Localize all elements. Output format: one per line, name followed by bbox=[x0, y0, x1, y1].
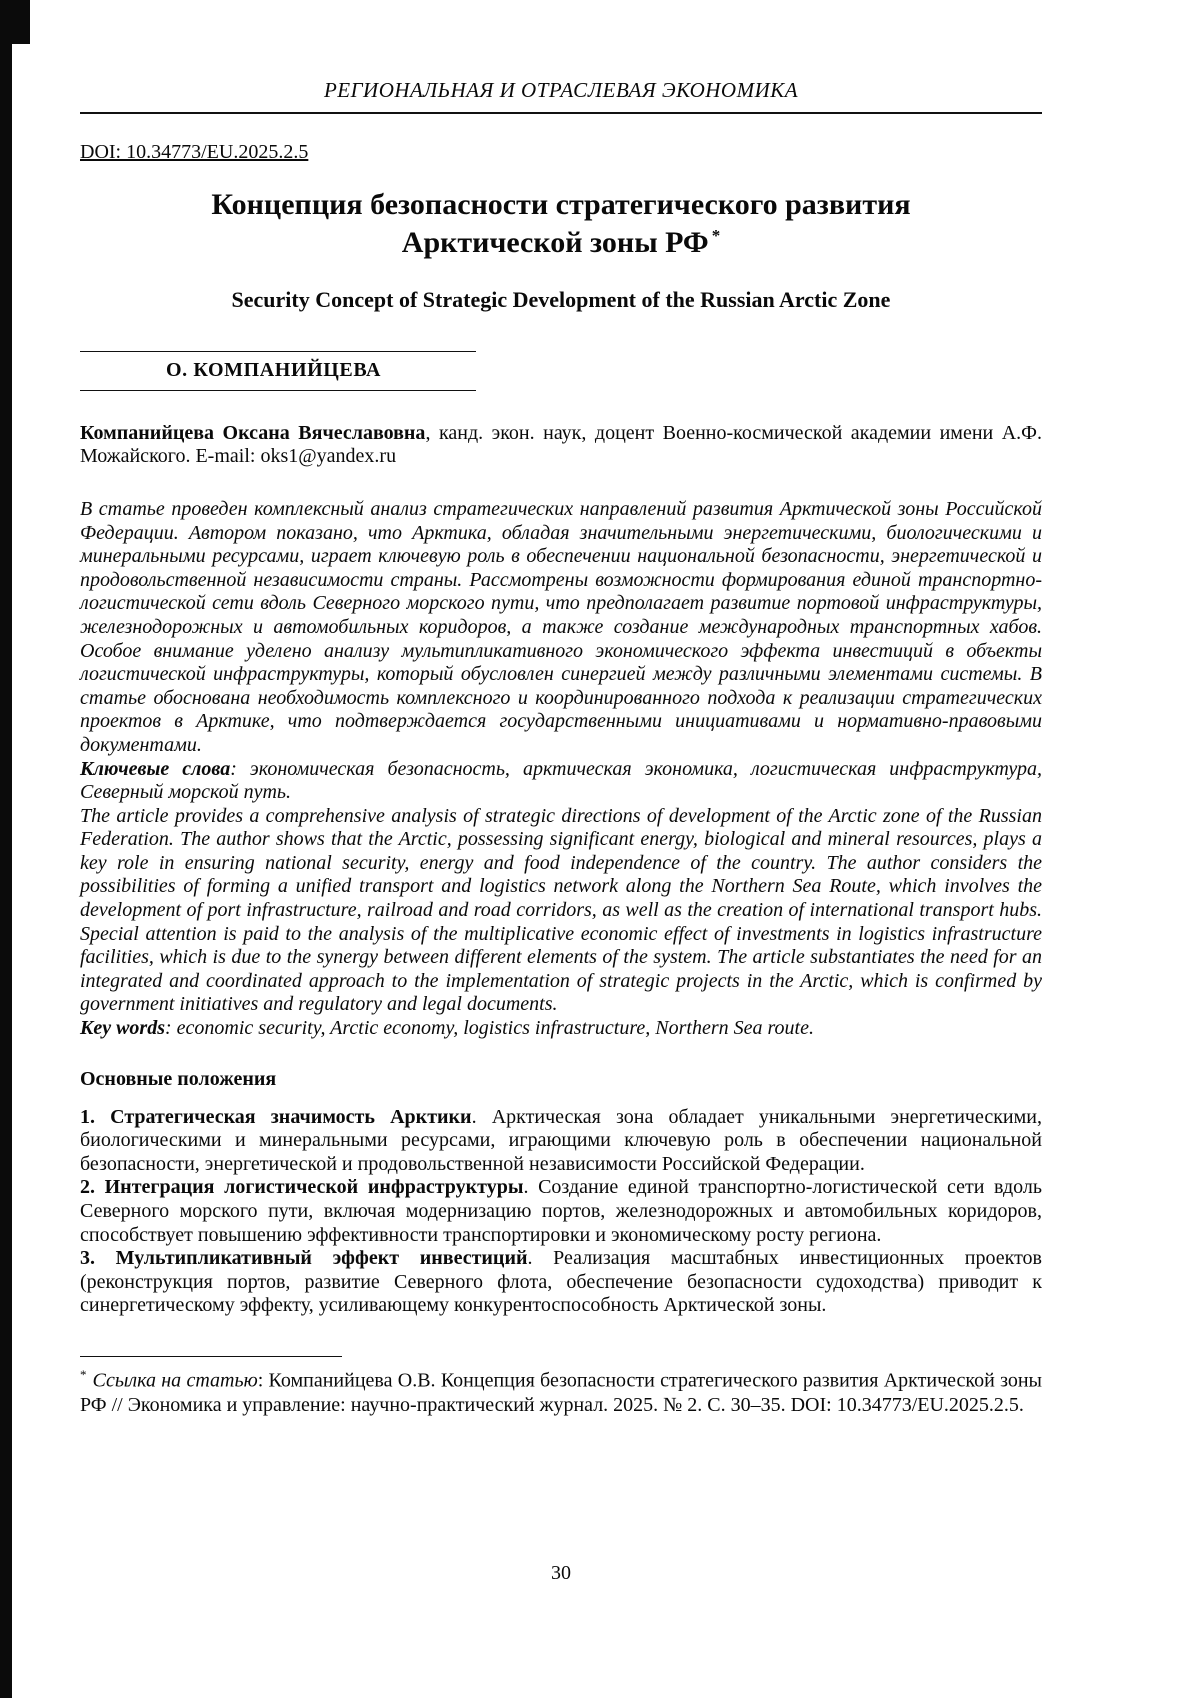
author-bio bbox=[80, 422, 1042, 469]
footnote-text bbox=[80, 1367, 1042, 1417]
footnote-label: Ссылка на статью bbox=[92, 1369, 258, 1392]
footnote-rule bbox=[80, 1356, 342, 1357]
main-point-1-text: . Арктическая зона обладает уникальными энергетическими, биологическими и минеральными ресурсами, играющими ключевую роль в обеспечении национальной безопасности, энергетической и продовольственной независимости Российской Федерации. bbox=[80, 1105, 1042, 1175]
author-display-name: О. КОМПАНИЙЦЕВА bbox=[166, 358, 382, 381]
running-head-rule bbox=[80, 112, 1042, 114]
keywords-ru bbox=[80, 758, 1042, 805]
footnote-citation: : Компанийцева О.В. Концепция безопасности стратегического развития Арктической зоны РФ // Экономика и управление: научно-практический журнал. 2025. № 2. С. 30–35. DOI: 10.34773/EU.2025.2.5. bbox=[80, 1369, 1042, 1416]
article-title-ru-line1: Концепция безопасности стратегического развития bbox=[211, 188, 911, 221]
article-title-ru-line2: Арктической зоны РФ bbox=[401, 226, 709, 260]
footnote-area bbox=[80, 1356, 1042, 1417]
keywords-ru-text: : экономическая безопасность, арктическая экономика, логистическая инфраструктура, Северный морской путь. bbox=[80, 757, 1042, 804]
main-point-3-lead: 3. Мультипликативный эффект инвестиций bbox=[80, 1247, 528, 1270]
running-head: РЕГИОНАЛЬНАЯ И ОТРАСЛЕВАЯ ЭКОНОМИКА bbox=[323, 78, 799, 102]
keywords-en bbox=[80, 1017, 1042, 1041]
main-point-2-text: . Создание единой транспортно-логистической сети вдоль Северного морского пути, включая модернизацию портов, железнодорожных и автомобильных коридоров, способствует повышению эффективности транспортировки и экономическому росту региона. bbox=[80, 1176, 1042, 1246]
main-point-3-text: . Реализация масштабных инвестиционных проектов (реконструкция портов, развитие Северного флота, обеспечение безопасности судоходства) приводит к синергетическому эффекту, усиливающему конкурентоспособность Арктической зоны. bbox=[80, 1247, 1042, 1317]
main-point-2 bbox=[80, 1176, 1042, 1247]
main-point-3 bbox=[80, 1247, 1042, 1318]
main-point-1 bbox=[80, 1106, 1042, 1177]
keywords-ru-label: Ключевые слова bbox=[80, 757, 231, 780]
abstract-en: The article provides a comprehensive analysis of strategic directions of development of the Arctic zone of the Russian Federation. The author shows that the Arctic, possessing significant energy, biological and mineral resources, plays a key role in ensuring national security, energy and food independence of the country. The author considers the possibilities of forming a unified transport and logistics network along the Northern Sea Route, which involves the development of port infrastructure, railroad and road corridors, as well as the creation of international transport hubs. Special attention is paid to the analysis of the multiplicative economic effect of investments in logistics infrastructure facilities, which is due to the synergy between different elements of the system. The article substantiates the need for an integrated and coordinated approach to the implementation of strategic projects in the Arctic, which is confirmed by government initiatives and regulatory and legal documents. bbox=[80, 804, 1042, 1016]
main-point-2-lead: 2. Интеграция логистической инфраструктуры bbox=[80, 1176, 524, 1199]
author-block bbox=[80, 351, 476, 391]
article-title-en: Security Concept of Strategic Development of the Russian Arctic Zone bbox=[231, 286, 891, 312]
scan-artifact-corner-block bbox=[0, 0, 30, 44]
keywords-en-text: : economic security, Arctic economy, logistics infrastructure, Northern Sea route. bbox=[165, 1017, 814, 1040]
page-number: 30 bbox=[551, 1562, 571, 1584]
title-footnote-mark: * bbox=[711, 226, 721, 246]
article-title-ru bbox=[80, 186, 1042, 263]
author-bio-name: Компанийцева Оксана Вячеславовна bbox=[80, 421, 426, 444]
page-content bbox=[80, 0, 1042, 1318]
scan-artifact-left-bar bbox=[0, 0, 12, 1698]
author-rule-bottom bbox=[80, 390, 476, 391]
keywords-en-label: Key words bbox=[80, 1017, 165, 1040]
author-bio-rest: , канд. экон. наук, доцент Военно-космической академии имени А.Ф. Можайского. E-mail: oks1@yandex.ru bbox=[80, 421, 1042, 468]
section-heading-main-points: Основные положения bbox=[80, 1067, 277, 1090]
abstract-ru: В статье проведен комплексный анализ стратегических направлений развития Арктической зоны Российской Федерации. Автором показано, что Арктика, обладая значительными энергетическими, биологическими и минеральными ресурсами, играет ключевую роль в обеспечении национальной безопасности, энергетической и продовольственной независимости страны. Рассмотрены возможности формирования единой транспортно-логистической сети вдоль Северного морского пути, что предполагает развитие портовой инфраструктуры, железнодорожных и автомобильных коридоров, а также создание международных транспортных хабов. Особое внимание уделено анализу мультипликативного экономического эффекта инвестиций в объекты логистической инфраструктуры, который обусловлен синергией между различными элементами системы. В статье обоснована необходимость комплексного и координированного подхода к реализации стратегических проектов в Арктике, что подтверждается государственными инициативами и нормативно-правовыми документами. bbox=[80, 497, 1042, 756]
doi-text: DOI: 10.34773/EU.2025.2.5 bbox=[80, 141, 309, 163]
main-points bbox=[80, 1106, 1042, 1318]
main-point-1-lead: 1. Стратегическая значимость Арктики bbox=[80, 1105, 472, 1128]
footnote-mark: * bbox=[80, 1367, 87, 1382]
